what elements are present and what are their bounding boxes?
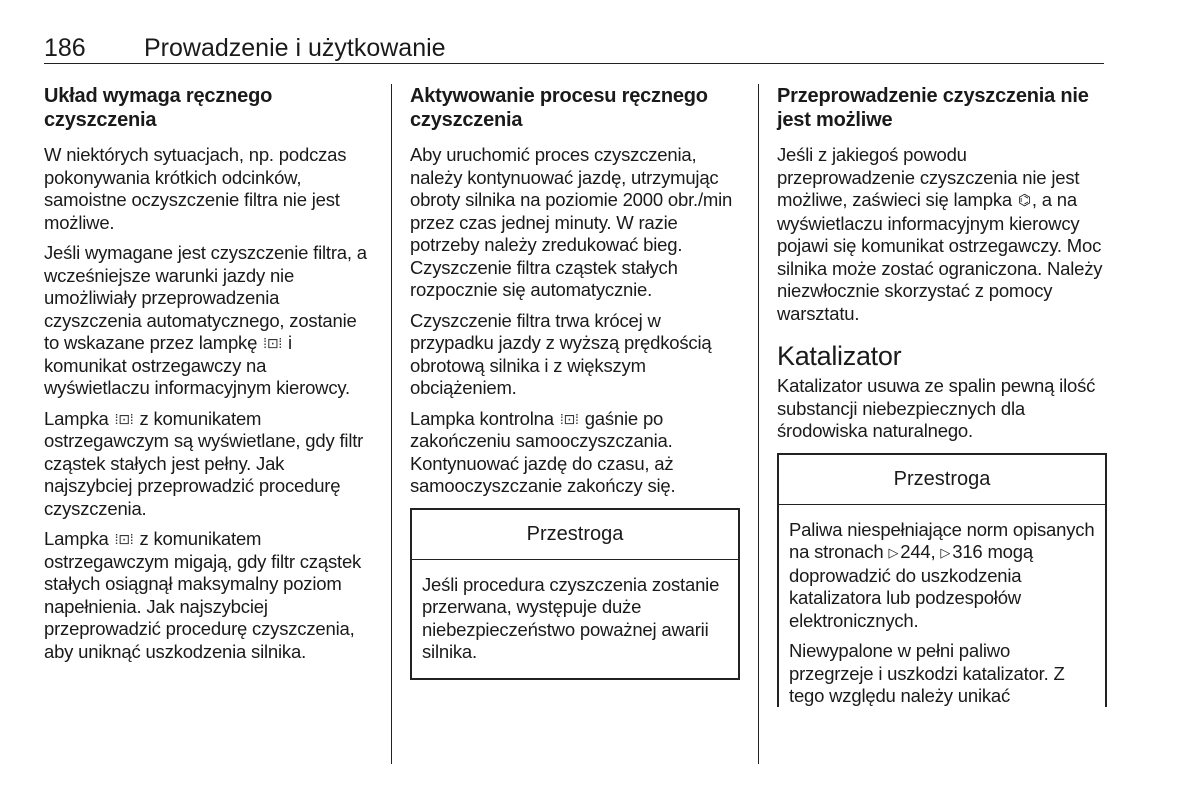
caution-title: Przestroga [412, 510, 738, 560]
caution-title: Przestroga [779, 455, 1105, 505]
diesel-particulate-filter-icon: ⁞⊡⁞ [114, 410, 134, 427]
section-heading-manual-cleaning-required: Układ wymaga ręcznego czyszczenia [44, 85, 273, 131]
caution-box [777, 453, 1107, 707]
caution-body [412, 560, 738, 678]
check-engine-icon: ⌬ [1017, 192, 1031, 209]
section-title-catalytic-converter: Katalizator [777, 341, 902, 371]
column-3 [777, 84, 1107, 707]
text: z komunikatem ostrzegawczym są wyświetlane, gdy filtr cząstek stałych jest pełny. Jak najszybciej przeprowadzić procedurę czyszczenia. [44, 407, 364, 519]
paragraph [44, 528, 374, 663]
text: Jeśli wymagane jest czyszczenie filtra, a wcześniejsze warunki jazdy nie umożliwiały przeprowadzenia czyszczenia automatycznego, zostanie to wskazane przez lampkę [44, 242, 367, 353]
caution-box [410, 508, 740, 680]
page-header [44, 30, 1104, 66]
caution-text: Niewypalone w pełni paliwo przegrzeje i uszkodzi katalizator. Z tego względu należy unikać [789, 640, 1065, 706]
diesel-particulate-filter-icon: ⁞⊡⁞ [114, 531, 134, 547]
page-number: 186 [44, 34, 86, 62]
paragraph: Aby uruchomić proces czyszczenia, należy kontynuować jazdę, utrzymując obroty silnika na poziomie 2000 obr./min przez czas jednej minuty. W razie potrzeby należy zredukować bieg. Czyszczenie filtra cząstek stałych rozpocznie się automatycznie. [410, 144, 733, 300]
column-divider [758, 84, 759, 764]
text: i komunikat ostrzegawczy na wyświetlaczu informacyjnym kierowcy. [44, 332, 350, 398]
text: Jeśli z jakiegoś powodu przeprowadzenie czyszczenia nie jest możliwe, zaświeci się lampka [777, 144, 1080, 210]
text: z komunikatem ostrzegawczym migają, gdy filtr cząstek stałych osiągnął maksymalny poziom napełnienia. Jak najszybciej przeprowadzić procedurę czyszczenia, aby uniknąć uszkodzenia silnika. [44, 528, 362, 662]
section-heading-cleaning-not-possible: Przeprowadzenie czyszczenia nie jest możliwe [777, 85, 1089, 131]
page-reference-arrow-icon: ▷ [888, 545, 899, 560]
text: , a na wyświetlaczu informacyjnym kierowcy pojawi się komunikat ostrzegawczy. Moc silnika może zostać ograniczona. Należy niezwłocznie skorzystać z pomocy warsztatu. [777, 189, 1103, 324]
paragraph [44, 242, 374, 400]
diesel-particulate-filter-icon: ⁞⊡⁞ [559, 410, 579, 427]
page-reference-arrow-icon: ▷ [940, 545, 951, 560]
paragraph: W niektórych sytuacjach, np. podczas pokonywania krótkich odcinków, samoistne oczyszczenie filtra nie jest możliwe. [44, 144, 347, 233]
paragraph: Czyszczenie filtra trwa krócej w przypadku jazdy z wyższą prędkością obrotową silnika i z większym obciążeniem. [410, 309, 712, 398]
caution-body [779, 505, 1105, 707]
column-1 [44, 84, 374, 671]
caution-text: Jeśli procedura czyszczenia zostanie przerwana, występuje duże niebezpieczeństwo poważnej awarii silnika. [422, 573, 720, 662]
text: gaśnie po zakończeniu samooczyszczania. Kontynuować jazdę do czasu, aż samooczyszczanie zakończy się. [410, 407, 676, 496]
paragraph [44, 408, 374, 521]
column-2 [410, 84, 740, 680]
page-reference-link[interactable]: 316 [952, 541, 983, 562]
text: Paliwa niespełniające norm opisanych na stronach [789, 518, 1095, 562]
text: Lampka kontrolna [410, 407, 554, 429]
page-header-title: Prowadzenie i użytkowanie [144, 34, 446, 62]
caution-text: Paliwa niespełniające norm opisanych na stronach ▷ 244, ▷ 316 mogą doprowadzić do uszkodzenia katalizatora lub podzespołów elektronicznych. [789, 518, 1095, 631]
paragraph [410, 408, 740, 498]
text: mogą doprowadzić do uszkodzenia katalizatora lub podzespołów elektronicznych. [789, 541, 1033, 631]
paragraph [777, 144, 1107, 325]
header-rule [44, 63, 1104, 64]
text: Lampka [44, 528, 109, 549]
paragraph: Katalizator usuwa ze spalin pewną ilość substancji niebezpiecznych dla środowiska naturalnego. [777, 375, 1096, 441]
diesel-particulate-filter-icon: ⁞⊡⁞ [263, 335, 283, 351]
section-heading-activate-manual-cleaning: Aktywowanie procesu ręcznego czyszczenia [410, 85, 708, 131]
column-divider [391, 84, 392, 764]
text: Lampka [44, 407, 109, 429]
page-reference-link[interactable]: 244 [900, 541, 931, 562]
